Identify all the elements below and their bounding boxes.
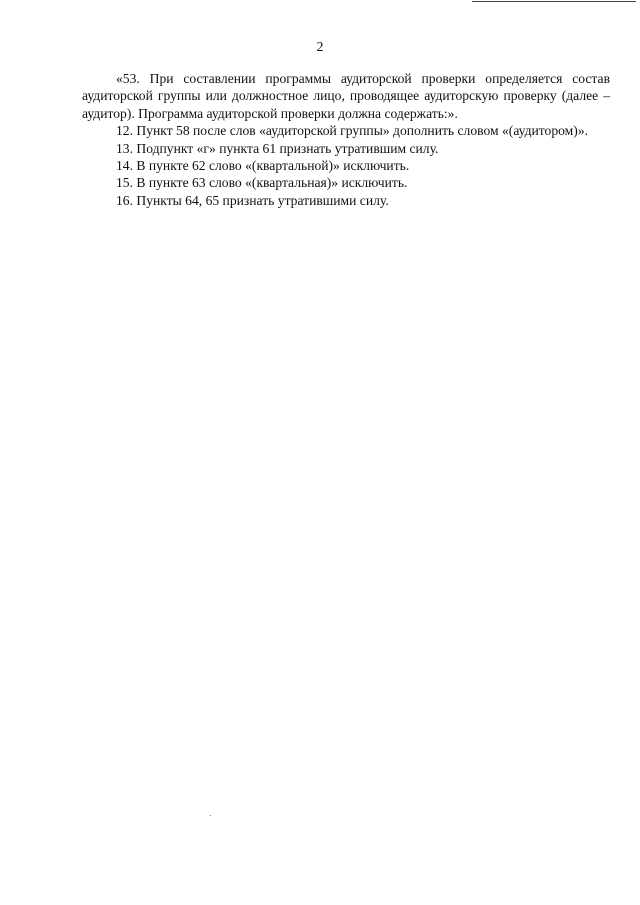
scan-speck — [210, 815, 211, 816]
top-rule — [472, 1, 636, 2]
paragraph-53: «53. При составлении программы аудиторской проверки определяется состав аудиторской группы или должностное лицо, проводящее аудиторскую проверку (далее – аудитор). Программа аудиторской проверки должна содержать:». — [82, 71, 610, 121]
paragraph-item-16: 16. Пункты 64, 65 признать утратившими силу. — [116, 192, 389, 208]
paragraph-item-12: 12. Пункт 58 после слов «аудиторской группы» дополнить словом «(аудитором)». — [116, 123, 589, 139]
page-number: 2 — [316, 40, 324, 55]
document-body — [82, 70, 610, 209]
paragraph-item-15: 15. В пункте 63 слово «(квартальная)» исключить. — [116, 175, 408, 191]
paragraph-item-14: 14. В пункте 62 слово «(квартальной)» исключить. — [116, 158, 410, 174]
paragraph-item-13: 13. Подпункт «г» пункта 61 признать утратившим силу. — [116, 140, 439, 156]
